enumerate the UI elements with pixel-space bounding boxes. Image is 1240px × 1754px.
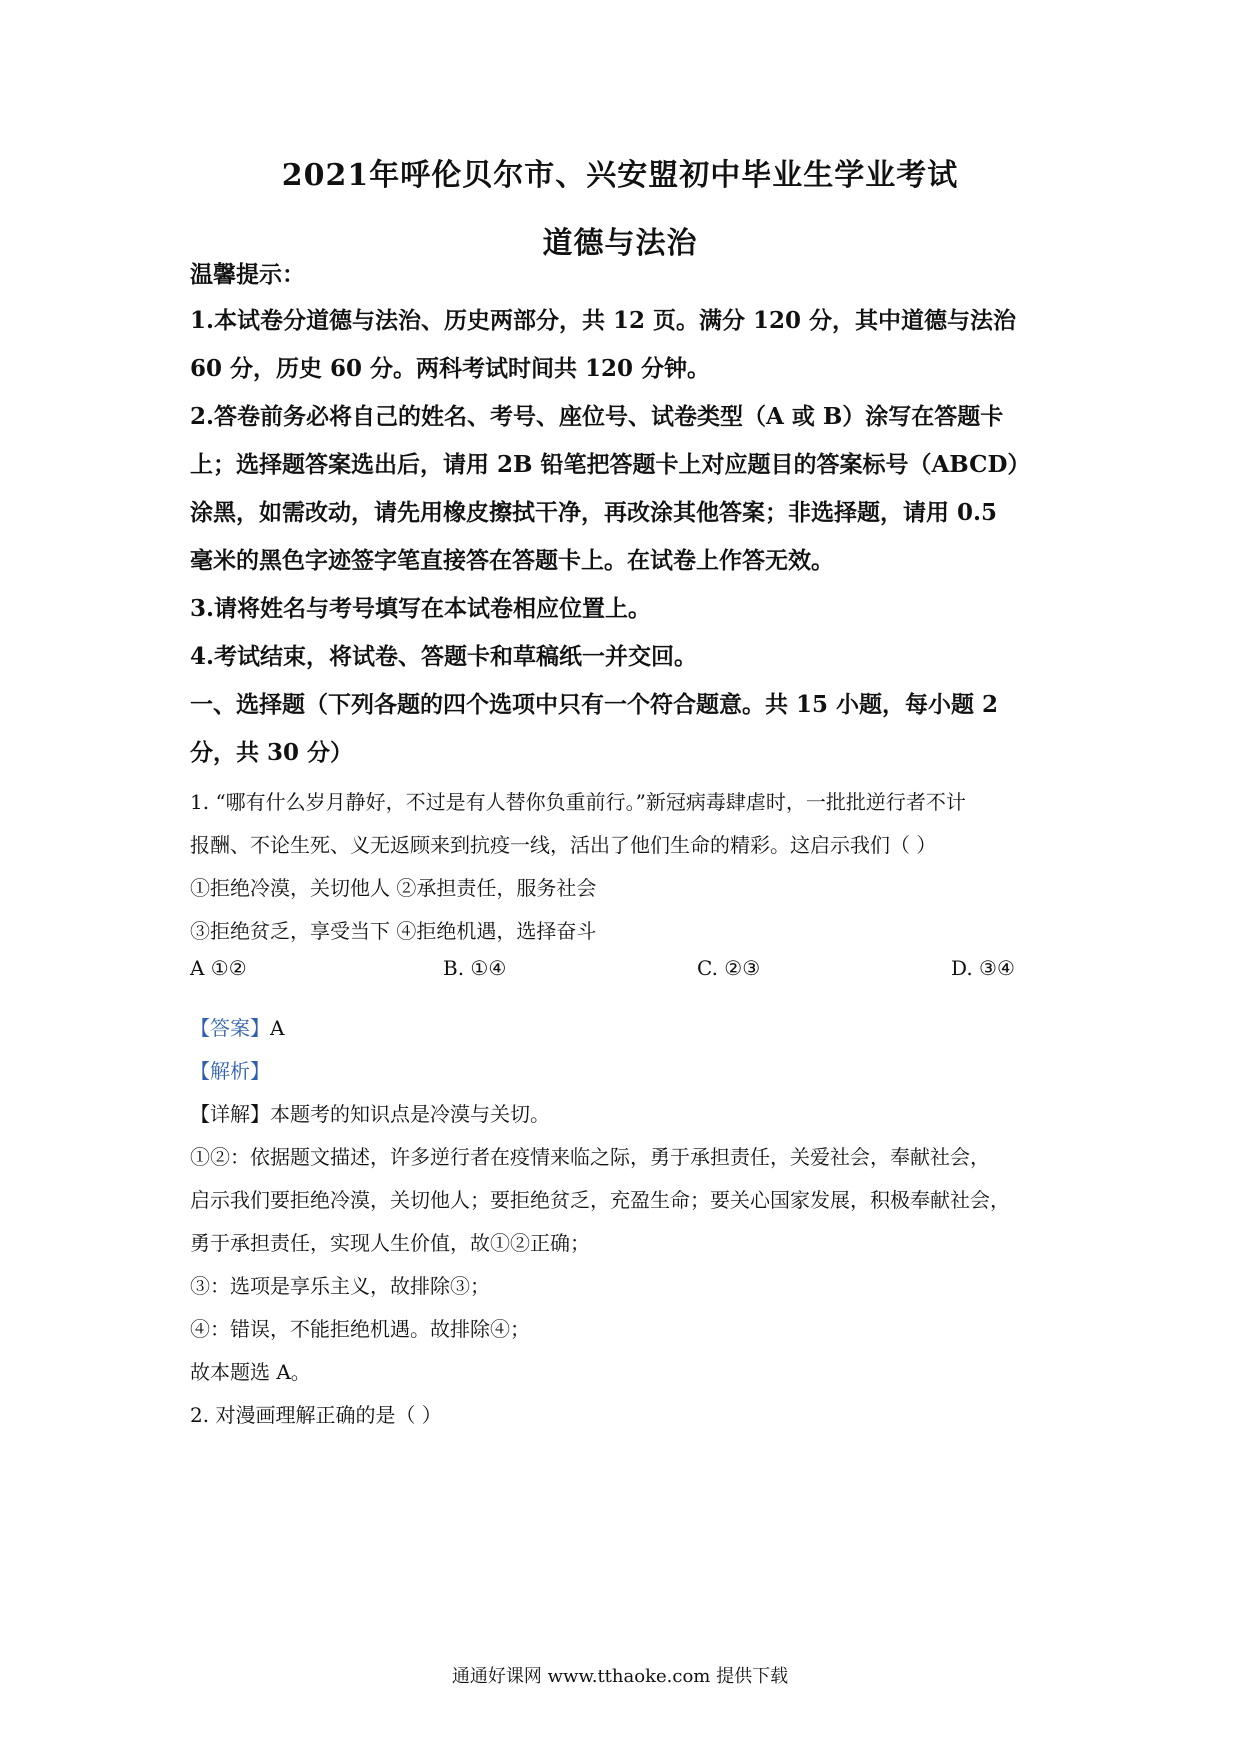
answer-tag: 【答案】 xyxy=(190,1016,270,1040)
tip-line: 4.考试结束，将试卷、答题卡和草稿纸一并交回。 xyxy=(190,643,698,670)
tip-line: 1.本试卷分道德与法治、历史两部分，共 12 页。满分 120 分，其中道德与法治 xyxy=(190,307,1017,334)
question-1-items: ③拒绝贫乏，享受当下 ④拒绝机遇，选择奋斗 xyxy=(190,919,597,943)
section-heading: 一、选择题（下列各题的四个选项中只有一个符合题意。共 15 小题，每小题 2 xyxy=(190,691,999,718)
tip-line: 3.请将姓名与考号填写在本试卷相应位置上。 xyxy=(190,595,652,622)
question-1-stem-cont: 报酬、不论生死、义无返顾来到抗疫一线，活出了他们生命的精彩。这启示我们（ ） xyxy=(190,833,937,857)
footer-credit: 通通好课网 www.tthaoke.com 提供下载 xyxy=(451,1666,789,1687)
explain-line: ①②：依据题文描述，许多逆行者在疫情来临之际，勇于承担责任，关爱社会，奉献社会， xyxy=(190,1145,990,1169)
explain-line: 勇于承担责任，实现人生价值，故①②正确； xyxy=(190,1231,590,1255)
tip-line: 上；选择题答案选出后，请用 2B 铅笔把答题卡上对应题目的答案标号（ABCD） xyxy=(190,451,1031,478)
option-c: C. ②③ xyxy=(697,956,761,980)
explain-line: ④：错误，不能拒绝机遇。故排除④； xyxy=(190,1317,530,1341)
tips-heading: 温馨提示： xyxy=(190,261,305,288)
tip-line: 毫米的黑色字迹签字笔直接答在答题卡上。在试卷上作答无效。 xyxy=(190,547,834,574)
explain-line: 启示我们要拒绝冷漠，关切他人；要拒绝贫乏，充盈生命；要关心国家发展，积极奉献社会， xyxy=(190,1188,1010,1212)
question-1-stem: 1. “哪有什么岁月静好，不过是有人替你负重前行。”新冠病毒肆虐时，一批批逆行者不计 xyxy=(190,790,966,814)
detail-line: 【详解】本题考的知识点是冷漠与关切。 xyxy=(190,1102,550,1126)
exam-title: 2021年呼伦贝尔市、兴安盟初中毕业生学业考试 xyxy=(281,158,959,193)
tip-line: 60 分，历史 60 分。两科考试时间共 120 分钟。 xyxy=(190,355,711,382)
section-heading-cont: 分，共 30 分） xyxy=(190,739,354,766)
tip-line: 涂黑，如需改动，请先用橡皮擦拭干净，再改涂其他答案；非选择题，请用 0.5 xyxy=(190,499,998,526)
answer-value: A xyxy=(270,1016,285,1040)
option-d: D. ③④ xyxy=(951,956,1015,980)
answer-line xyxy=(190,1012,284,1041)
question-1-items: ①拒绝冷漠，关切他人 ②承担责任，服务社会 xyxy=(190,876,597,900)
question-2-stem: 2. 对漫画理解正确的是（ ） xyxy=(190,1403,442,1427)
explain-line: 故本题选 A。 xyxy=(190,1360,311,1384)
analysis-tag: 【解析】 xyxy=(190,1059,270,1083)
option-a: A ①② xyxy=(190,956,247,980)
subject-title: 道德与法治 xyxy=(542,226,698,261)
tip-line: 2.答卷前务必将自己的姓名、考号、座位号、试卷类型（A 或 B）涂写在答题卡 xyxy=(190,403,1004,430)
option-b: B. ①④ xyxy=(443,956,507,980)
explain-line: ③：选项是享乐主义，故排除③； xyxy=(190,1274,490,1298)
